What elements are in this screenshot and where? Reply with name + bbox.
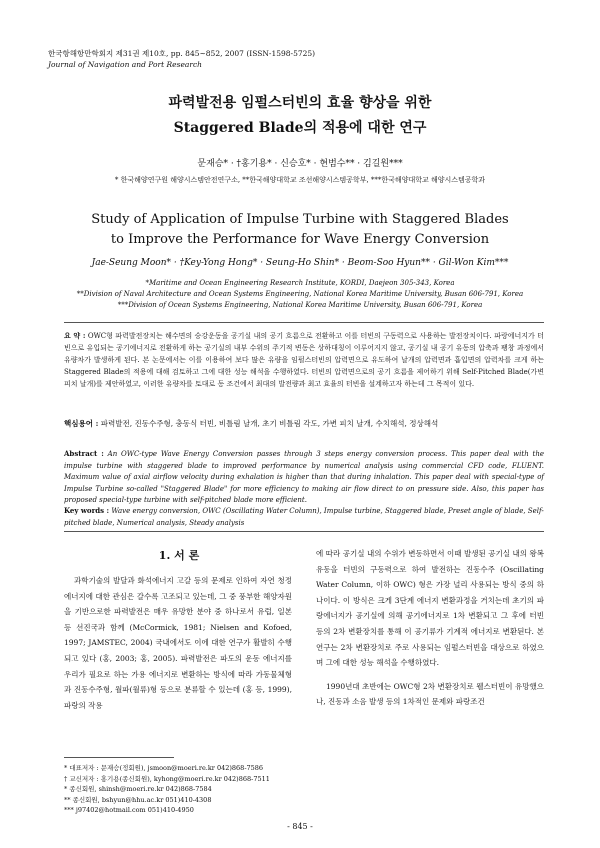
keywords-kr-label: 핵심용어 : [64, 419, 99, 428]
affiliation-en-3: ***Division of Ocean Systems Engineering, National Korea Maritime University, Busan 606-791, Korea [117, 301, 483, 309]
affiliation-en-1: *Maritime and Ocean Engineering Research Institute, KORDI, Daejeon 305-343, Korea [145, 279, 455, 287]
abstract-en [64, 448, 544, 507]
paragraph: 에 따라 공기실 내의 수위가 변동하면서 이때 발생된 공기실 내의 왕복유동을 터빈의 구동력으로 하여 발전하는 진동수주 (Oscillating Water Column, 이하 OWC) 형은 가장 널리 사용되는 방식 중의 하나이다. 이 방식은 크게 3단계 에너지 변환과정을 거치는데 초기의 파랑에너지가 공기실에 의해 공기에너지로 1차 변환되고 그 후에 터빈 등의 2차 변환장치를 통해 이 공기류가 기계적 에너지로 변환된다. 본 연구는 2차 변환장치로 주로 사용되는 임펄스터빈을 대상으로 하였으며 그에 대한 성능 해석을 수행하였다. [316, 549, 544, 668]
footnotes [64, 763, 364, 816]
footnote: † 교신저자 : 홍기용(종신회원), kyhong@moeri.re.kr 042)868-7511 [64, 774, 270, 783]
section-heading-introduction: 1. 서 론 [158, 549, 200, 562]
abstract-kr [64, 330, 544, 390]
paragraph: 1990년대 초반에는 OWC형 2차 변환장치로 웰스터빈이 유망했으나, 진동과 소음 발생 등의 1차적인 문제와 파랑조건 [316, 681, 544, 707]
body-column-right [316, 546, 544, 710]
paragraph: 과학기술의 발달과 화석에너지 고갈 등의 문제로 인하여 자연 청정에너지에 대한 관심은 갈수록 고조되고 있는데, 그 중 풍부한 해양자원을 기반으로한 파력발전은 매우 유망한 분야 중 하나로서 유럽, 일본 등 선진국과 함께 (McCormick, 1981; Nielsen and Kofoed, 1997; JAMSTEC, 2004) 국내에서도 이에 대한 연구가 활발히 수행되고 있다 (홍, 2003; 홍, 2005). 파력발전은 파도의 운동 에너지를 우리가 필요로 하는 가용 에너지로 변환하는 방식에 따라 가동물체형과 진동수주형, 월파(월류)형 등으로 분류할 수 있는데 (홍 등, 1999), 파랑의 작용 [64, 576, 292, 710]
abstract-top-rule [64, 322, 544, 323]
keywords-kr [64, 418, 544, 429]
abstract-en-label: Abstract : [64, 449, 104, 458]
footnote-rule [64, 757, 174, 758]
keywords-en-label: Key words : [64, 506, 110, 515]
title-kr-line2: Staggered Blade의 적용에 대한 연구 [173, 120, 427, 136]
authors-en: Jae-Seung Moon* · †Key-Yong Hong* · Seung-Ho Shin* · Beom-Soo Hyun** · Gil-Won Kim*** [91, 258, 509, 268]
title-en-line1: Study of Application of Impulse Turbine with Staggered Blades [91, 212, 509, 227]
abstract-en-text: An OWC-type Wave Energy Conversion passes through 3 steps energy conversion process. This paper deal with the impulse turbine with staggered blade to improved performance by numerical analysis using commercial CFD code, FLUENT. Maximum value of axial airflow velocity during exhalation is higher than that during inhalation. This paper deal with special-type of Impulse Turbine so-called "Staggered Blade" for more efficiency to making air flow direct to on pressure side. Also, this paper has proposed special-type turbine with self-pitched blade more efficient. [64, 450, 544, 504]
abstract-kr-text: OWC형 파력발전장치는 해수면의 승강운동을 공기실 내의 공기 흐름으로 전환하고 이를 터빈의 구동력으로 사용하는 발전장치이다. 파랑에너지가 터빈으로 유입되는 공기에너지로 전환하게 하는 공기실의 내부 수위의 주기적 변동은 상하대칭이 이루어지지 않고, 공기실 내 공기 유동의 압축과 팽창 과정에서 유량차가 발생하게 된다. 본 논문에서는 이를 이용하여 보다 많은 유량을 임펄스터빈의 압력면으로 유도하여 날개의 압력면과 흡입면의 압력차를 크게 하는 Staggered Blade의 적용에 대해 검토하고 그에 대한 성능 해석을 수행하였다. 터빈의 압력면으로의 공기 흐름을 제어하기 위해 Self-Pitched Blade(가변 피치 날개)를 제안하였고, 이러한 유량차를 토대로 동 조건에서 최대의 발전량과 최고 효율의 터빈을 설계하고자 하는데 그 목적이 있다. [64, 332, 544, 388]
abstract-kr-label: 요 약 : [64, 331, 86, 340]
footnote: * 대표저자 : 문재승(정회원), jsmoon@moeri.re.kr 042)868-7586 [64, 764, 264, 772]
journal-citation-kr: 한국항해항만학회지 제31권 제10호, pp. 845~852, 2007 (ISSN-1598-5725) [48, 49, 316, 58]
authors-kr: 문재승* · †홍기용* · 신승호* · 현범수** · 김길원*** [197, 159, 403, 169]
page-number: - 845 - [287, 822, 313, 831]
abstract-bottom-rule [64, 531, 544, 532]
title-en-line2: to Improve the Performance for Wave Energy Conversion [110, 232, 490, 247]
keywords-kr-text: 파력발전, 진동수주형, 충동식 터빈, 비틀림 날개, 초기 비틀림 각도, 가변 피치 날개, 수치해석, 정상해석 [100, 419, 439, 428]
footnote: * 종신회원, shinsh@moeri.re.kr 042)868-7584 [64, 785, 212, 793]
keywords-en-text: Wave energy conversion, OWC (Oscillating Water Column), Impulse turbine, Staggered blade, Preset angle of blade, Self-pitched blade, Numerical analysis, Steady analysis [64, 507, 544, 527]
journal-name-en: Journal of Navigation and Port Research [48, 60, 202, 69]
footnote: *** j97402@hotmail.com 051)410-4950 [64, 806, 194, 814]
footnote: ** 종신회원, bshyun@hhu.ac.kr 051)410-4308 [64, 795, 212, 804]
affiliation-en-2: **Division of Naval Architecture and Ocean Systems Engineering, National Korea Maritime University, Busan 606-791, Korea [76, 290, 524, 298]
title-kr-line1: 파력발전용 임펄스터빈의 효율 향상을 위한 [168, 95, 432, 111]
keywords-en [64, 505, 544, 529]
affiliations-kr: * 한국해양연구원 해양시스템안전연구소, **한국해양대학교 조선해양시스템공학부, ***한국해양대학교 해양시스템공학과 [114, 176, 486, 184]
body-column-left [64, 573, 292, 713]
